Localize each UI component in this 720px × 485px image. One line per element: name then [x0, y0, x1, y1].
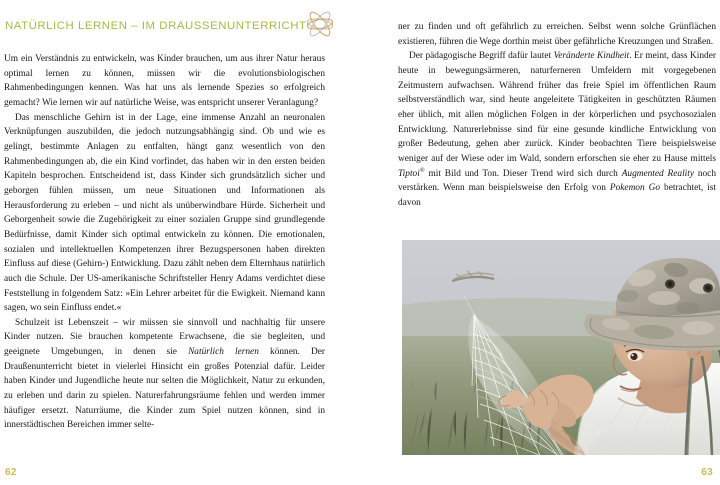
right-page-text-column	[398, 20, 716, 211]
paragraph-4: ner zu finden und oft gefährlich zu erreichen. Selbst wenn solche Grünflächen existieren, führen die Wege dorthin meist über gefährliche Kreuzungen und Straßen.	[398, 22, 716, 47]
page-number-right: 63	[701, 467, 713, 478]
four-petal-flower-icon	[294, 1, 346, 47]
left-page-text-column	[4, 52, 325, 433]
italic-run: Augmented Reality	[621, 168, 695, 179]
paragraph-5: Der pädagogische Begriff dafür lautet Veränderte Kindheit. Er meint, dass Kinder heute in bewegungsärmeren, naturferneren Umfeldern mit vorgegebenen Zeitmustern aufwachsen. Während früher das freie Spiel im öffentlichen Raum selbstverständlich war, sind heute angeleitete Tätigkeiten in geschützten Räumen eher üblich, mit allen möglichen Folgen in der körperlichen und psychosozialen Entwicklung. Naturerlebnisse sind für eine gesunde kindliche Entwicklung von großer Bedeutung, gehen aber zurück. Kinder beobachten Tiere beispielsweise weniger auf der Wiese oder im Wald, sondern erforschen sie eher zu Hause mittels Tiptoi® mit Bild und Ton. Dieser Trend wird sich durch Augmented Reality noch verstärken. Wenn man beispielsweise den Erfolg von Pokemon Go betrachtet, ist davon	[398, 51, 717, 208]
italic-run: Pokemon Go	[609, 183, 661, 194]
photograph-boy-with-spider-web	[402, 240, 720, 455]
chapter-title: NATÜRLICH LERNEN – IM DRAUSSENUNTERRICHT	[5, 20, 307, 32]
paragraph-1: Um ein Verständnis zu entwickeln, was Kinder brauchen, um aus ihrer Natur heraus optimal lernen zu können, müssen wir die evolutionsbiologischen Rahmenbedingungen kennen. Was hat uns als lernende Spezies so erfolgreich gemacht? Wie lernen wir auf natürliche Weise, was entspricht unserer Veranlagung?	[4, 54, 325, 108]
italic-run: Natürlich lernen	[188, 347, 259, 358]
paragraph-3: Schulzeit ist Lebenszeit – wir müssen sie sinnvoll und nachhaltig für unsere Kinder nutzen. Sie brauchen kompetente Erwachsene, die sie begleiten, und geeignete Umgebungen, in denen sie Natürlich lernen können. Der Draußenunterricht bietet in vielerlei Hinsicht ein großes Potenzial dafür. Leider haben Kinder und Jugendliche heute nur selten die Möglichkeit, Natur zu erkunden, zu erleben und darin zu spielen. Naturerfahrungsräume fehlen und werden immer häufiger ersetzt. Naturräume, die Kinder zum Spiel nutzen können, sind in innerstädtischen Bereichen immer selte-	[4, 317, 325, 431]
registered-trademark-mark: ®	[419, 166, 425, 174]
paragraph-2: Das menschliche Gehirn ist in der Lage, eine immense Anzahl an neuronalen Verknüpfungen auszubilden, die jedoch nutzungsabhängig sind. Ob und wie es gelingt, bestimmte Anlagen zu entfalten, hängt ganz wesentlich von den Rahmenbedingungen ab, die ein Kind vorfindet, das haben wir in den ersten beiden Kapiteln besprochen. Entscheidend ist, dass Kinder sich grundsätzlich sicher und geborgen fühlen müssen, um neue Situationen und Informationen als Herausforderung zu erleben – und nicht als unüberwindbare Hürde. Sicherheit und Geborgenheit sowie die Zugehörigkeit zu einer sozialen Gruppe sind grundlegende Bedürfnisse, damit Kinder sich optimal entwickeln zu können. Die emotionalen, sozialen und intellektuellen Kompetenzen ihrer Bezugspersonen haben direkten Einfluss auf diese (Gehirn-) Entwicklung. Dazu zählt neben dem Elternhaus natürlich auch die Schule. Der US-amerikanische Schriftsteller Henry Adams verdichtet diese Feststellung in folgendem Satz: »Ein Lehrer arbeitet für die Ewigkeit. Niemand kann sagen, wo sein Einfluss endet.«	[4, 112, 325, 314]
italic-run: Tiptoi	[398, 168, 420, 179]
page-number-left: 62	[5, 467, 17, 478]
italic-run: Veränderte Kindheit	[553, 51, 630, 62]
